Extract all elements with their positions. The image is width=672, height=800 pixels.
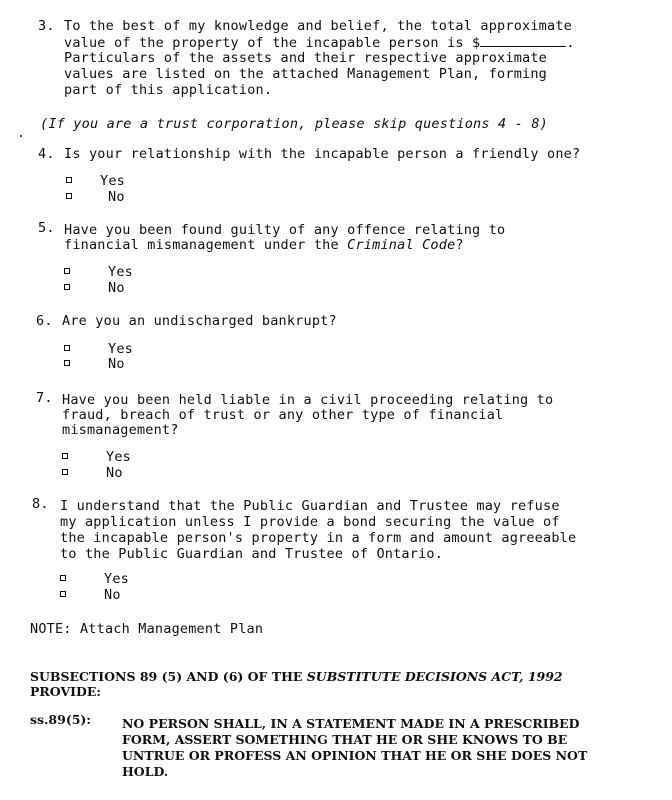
q5-yes-checkbox[interactable] <box>64 268 70 274</box>
q6-yes-checkbox[interactable] <box>64 345 70 351</box>
q6-number: 6. <box>36 313 53 329</box>
ss89-5-line-1: NO PERSON SHALL, IN A STATEMENT MADE IN A PRESCRIBED <box>122 716 580 731</box>
q4-no-label: No <box>108 189 125 205</box>
q4-number: 4. <box>38 146 55 162</box>
attach-plan-note: NOTE: Attach Management Plan <box>30 621 264 637</box>
q7-no-label: No <box>106 465 123 481</box>
q7-yes-label: Yes <box>106 449 131 465</box>
q7-line-1: Have you been held liable in a civil proceeding relating to <box>62 392 554 408</box>
q8-no-label: No <box>104 587 121 603</box>
ss89-5-line-3: UNTRUE OR PROFESS AN OPINION THAT HE OR SHE DOES NOT <box>122 748 588 763</box>
q6-yes-label: Yes <box>108 341 133 357</box>
q3-number: 3. <box>38 18 55 34</box>
q5-line-2: financial mismanagement under the Criminal Code? <box>64 237 464 253</box>
subsections-heading-line-1: SUBSECTIONS 89 (5) AND (6) OF THE SUBSTITUTE DECISIONS ACT, 1992 <box>30 669 563 684</box>
q4-yes-checkbox[interactable] <box>66 177 72 183</box>
trust-corporation-note: (If you are a trust corporation, please skip questions 4 - 8) <box>40 116 548 132</box>
q5-number: 5. <box>38 220 55 236</box>
q8-yes-label: Yes <box>104 571 129 587</box>
criminal-code-title: Criminal Code <box>347 237 456 253</box>
q3-line-4: values are listed on the attached Management Plan, forming <box>64 66 548 82</box>
scan-speck <box>20 135 22 137</box>
q8-line-1: I understand that the Public Guardian and Trustee may refuse <box>60 498 560 514</box>
q8-line-4: to the Public Guardian and Trustee of Ontario. <box>60 546 444 562</box>
q4-line-1: Is your relationship with the incapable person a friendly one? <box>64 146 581 162</box>
q6-no-label: No <box>108 356 125 372</box>
q5-line-1: Have you been found guilty of any offence relating to <box>64 222 506 238</box>
q4-yes-label: Yes <box>100 173 125 189</box>
q7-number: 7. <box>36 390 53 406</box>
q8-yes-checkbox[interactable] <box>60 575 66 581</box>
property-value-blank[interactable] <box>480 34 566 47</box>
subsections-heading-line-2: PROVIDE: <box>30 684 101 699</box>
q6-no-checkbox[interactable] <box>64 360 70 366</box>
q3-line-3: Particulars of the assets and their respective approximate <box>64 50 548 66</box>
q8-number: 8. <box>32 496 49 512</box>
q8-line-2: my application unless I provide a bond securing the value of <box>60 514 560 530</box>
q5-no-label: No <box>108 280 125 296</box>
q7-yes-checkbox[interactable] <box>62 453 68 459</box>
q3-line-2: value of the property of the incapable person is $ . <box>64 35 575 51</box>
q7-no-checkbox[interactable] <box>62 469 68 475</box>
q8-line-3: the incapable person's property in a form and amount agreeable <box>60 530 577 546</box>
q3-line-5: part of this application. <box>64 82 273 98</box>
ss89-5-line-4: HOLD. <box>122 764 169 779</box>
q3-line-1: To the best of my knowledge and belief, the total approximate <box>64 18 572 34</box>
q8-no-checkbox[interactable] <box>60 591 66 597</box>
ss89-5-line-2: FORM, ASSERT SOMETHING THAT HE OR SHE KNOWS TO BE <box>122 732 568 747</box>
q6-line-1: Are you an undischarged bankrupt? <box>62 313 337 329</box>
q5-no-checkbox[interactable] <box>64 284 70 290</box>
act-title: SUBSTITUTE DECISIONS ACT, 1992 <box>306 669 563 684</box>
q4-no-checkbox[interactable] <box>66 193 72 199</box>
ss89-5-label: ss.89(5): <box>30 712 91 727</box>
q7-line-3: mismanagement? <box>62 422 179 438</box>
q5-yes-label: Yes <box>108 264 133 280</box>
q7-line-2: fraud, breach of trust or any other type of financial <box>62 407 504 423</box>
